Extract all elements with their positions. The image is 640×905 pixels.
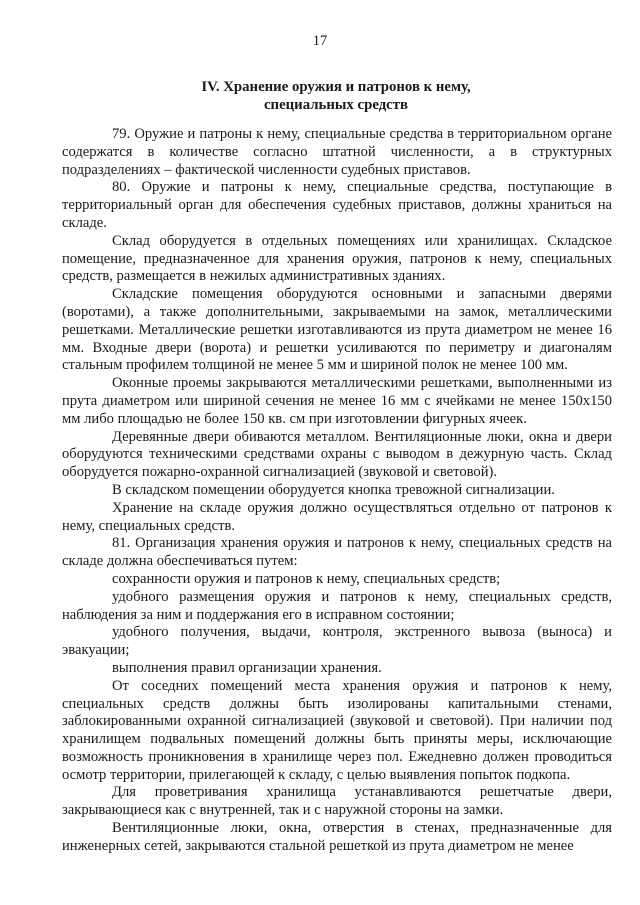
body-text: [62, 126, 612, 856]
list-item-issuance: удобного получения, выдачи, контроля, экстренного вывоза (выноса) и эвакуации;: [62, 624, 612, 659]
paragraph-isolation: От соседних помещений места хранения оружия и патронов к нему, специальных средств должны быть изолированы капитальными стенами, заблокированными охранной сигнализацией (звуковой и световой). При наличии под хранилищем подвальных помещений должны быть приняты меры, исключающие возможность проникновения в хранилище через пол. Ежедневно должен проводиться осмотр территории, прилегающей к складу, с целью выявления попыток подкопа.: [62, 677, 612, 783]
list-item-rules: выполнения правил организации хранения.: [112, 659, 382, 676]
section-heading-line-1: IV. Хранение оружия и патронов к нему,: [201, 79, 471, 95]
page-number: 17: [312, 33, 328, 49]
paragraph-81: 81. Организация хранения оружия и патронов к нему, специальных средств на складе должна обеспечиваться путем:: [62, 535, 612, 570]
paragraph-ventilation-hatches: Вентиляционные люки, окна, отверстия в стенах, предназначенные для инженерных сетей, закрываются стальной решеткой из прута диаметром не менее: [62, 820, 612, 854]
paragraph-ventilation-doors: Для проветривания хранилища устанавливаются решетчатые двери, закрывающиеся как с внутренней, так и с наружной стороны на замки.: [62, 784, 612, 819]
list-item-safety: сохранности оружия и патронов к нему, специальных средств;: [112, 570, 501, 587]
paragraph-79: 79. Оружие и патроны к нему, специальные средства в территориальном органе содержатся в количестве согласно штатной численности, а в структурных подразделениях – фактической численности судебных приставов.: [62, 126, 612, 178]
paragraph-warehouse-doors: Складские помещения оборудуются основными и запасными дверями (воротами), а также дополнительными, закрываемыми на замок, металлическими решетками. Металлические решетки изготавливаются из прута диаметром не менее 16 мм. Входные двери (ворота) и решетки усиливаются по периметру и диагоналям стальным профилем толщиной не менее 5 мм и шириной полок не менее 100 мм.: [62, 286, 612, 374]
list-item-placement: удобного размещения оружия и патронов к нему, специальных средств, наблюдения за ним и поддержания его в исправном состоянии;: [62, 588, 612, 623]
paragraph-alarm-button: В складском помещении оборудуется кнопка тревожной сигнализации.: [112, 481, 555, 498]
paragraph-80: 80. Оружие и патроны к нему, специальные средства, поступающие в территориальный орган для обеспечения судебных приставов, должны храниться на складе.: [62, 179, 612, 231]
section-heading: [60, 78, 612, 114]
section-heading-line-2: специальных средств: [263, 97, 409, 113]
paragraph-wooden-doors: Деревянные двери обиваются металлом. Вентиляционные люки, окна и двери оборудуются техническими средствами охраны с выводом в дежурную часть. Склад оборудуется пожарно-охранной сигнализацией (звуковой и световой).: [62, 428, 612, 481]
paragraph-warehouse: Склад оборудуется в отдельных помещениях или хранилищах. Складское помещение, предназначенное для хранения оружия, патронов к нему, специальных средств, размещается в нежилых административных зданиях.: [62, 232, 612, 285]
paragraph-window-bars: Оконные проемы закрываются металлическими решетками, выполненными из прута диаметром или шириной сечения не менее 16 мм с ячейками не менее 150x150 мм либо площадью не более 150 кв. см при изготовлении фигурных ячеек.: [62, 375, 612, 427]
paragraph-separate-storage: Хранение на складе оружия должно осуществляться отдельно от патронов к нему, специальных средств.: [62, 499, 612, 534]
